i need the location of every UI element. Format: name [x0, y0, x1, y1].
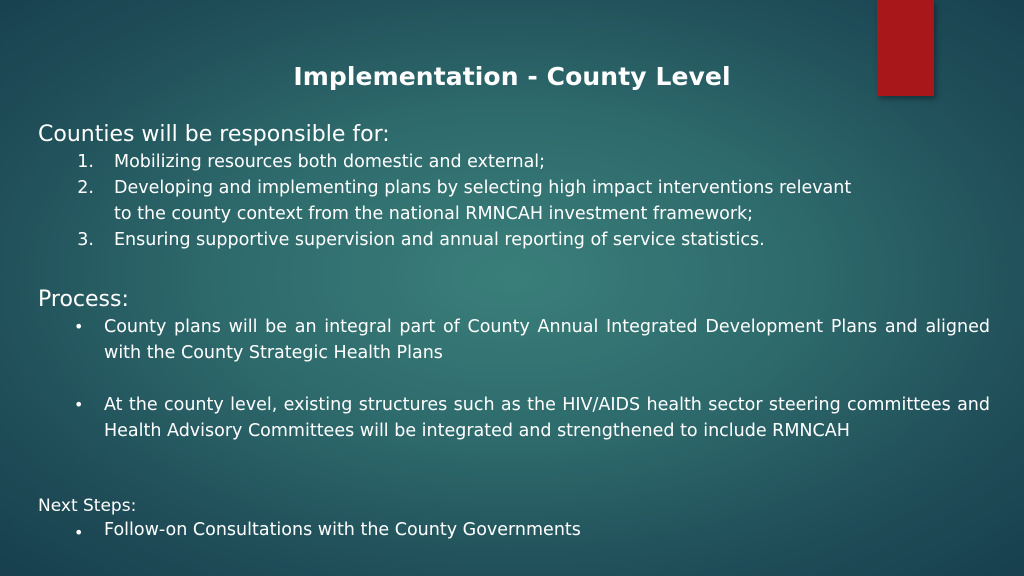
list-item: Mobilizing resources both domestic and external;: [114, 152, 546, 172]
list-number: 3.: [77, 230, 94, 250]
list-number: 1.: [77, 152, 94, 172]
process-item: At the county level, existing structures such as the HIV/AIDS health sector steering committees and Health Advisory Committees will be integrated and strengthened to include RMNCAH: [104, 395, 990, 441]
next-step-item: Follow-on Consultations with the County Governments: [104, 520, 581, 540]
list-item: Ensuring supportive supervision and annual reporting of service statistics.: [114, 230, 765, 250]
bullet: •: [74, 395, 84, 414]
process-item: County plans will be an integral part of County Annual Integrated Development Plans and aligned with the County Strategic Health Plans: [104, 317, 990, 363]
slide-title: Implementation - County Level: [293, 62, 731, 91]
list-item: Developing and implementing plans by selecting high impact interventions relevant: [114, 178, 852, 198]
list-number: 2.: [77, 178, 94, 198]
list-item-continuation: to the county context from the national RMNCAH investment framework;: [114, 204, 754, 224]
bullet: •: [74, 317, 84, 336]
process-heading: Process:: [38, 287, 129, 312]
next-steps-heading: Next Steps:: [38, 496, 137, 516]
counties-heading: Counties will be responsible for:: [38, 122, 390, 147]
bullet: •: [74, 523, 84, 542]
